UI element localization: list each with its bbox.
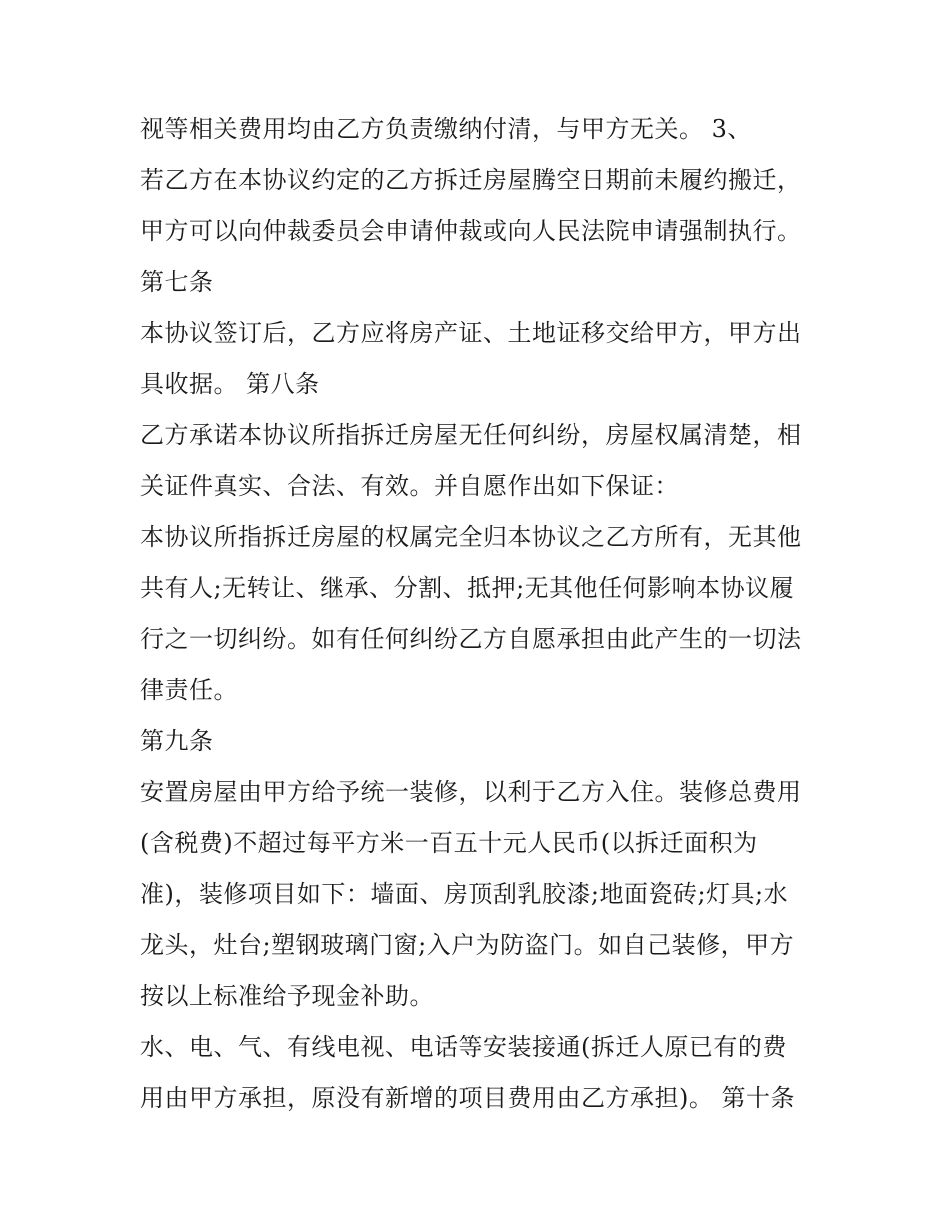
- text-line: (含税费)不超过每平方米一百五十元人民币(以拆迁面积为: [140, 829, 758, 857]
- article-heading: 第九条: [140, 727, 214, 755]
- text-line: 本协议所指拆迁房屋的权属完全归本协议之乙方所有，无其他: [140, 523, 802, 551]
- text-line: 行之一切纠纷。如有任何纠纷乙方自愿承担由此产生的一切法: [140, 625, 802, 653]
- text-line: 安置房屋由甲方给予统一装修，以利于乙方入住。装修总费用: [140, 778, 802, 806]
- article-heading: 第七条: [140, 268, 214, 296]
- text-line: 具收据。 第八条: [140, 370, 320, 398]
- text-line: 甲方可以向仲裁委员会申请仲裁或向人民法院申请强制执行。: [140, 217, 802, 245]
- text-line: 关证件真实、合法、有效。并自愿作出如下保证：: [140, 472, 679, 500]
- text-line: 乙方承诺本协议所指拆迁房屋无任何纠纷，房屋权属清楚，相: [140, 421, 802, 449]
- text-line: 视等相关费用均由乙方负责缴纳付清，与甲方无关。 3、: [140, 115, 752, 143]
- text-line: 用由甲方承担，原没有新增的项目费用由乙方承担)。 第十条: [140, 1084, 795, 1112]
- text-line: 龙头，灶台;塑钢玻璃门窗;入户为防盗门。如自己装修，甲方: [140, 931, 795, 959]
- text-line: 律责任。: [140, 676, 238, 704]
- text-line: 共有人;无转让、继承、分割、抵押;无其他任何影响本协议履: [140, 574, 795, 602]
- document-body: [140, 104, 830, 1124]
- text-line: 水、电、气、有线电视、电话等安装接通(拆迁人原已有的费: [140, 1033, 787, 1061]
- text-line: 本协议签订后，乙方应将房产证、土地证移交给甲方，甲方出: [140, 319, 802, 347]
- text-line: 若乙方在本协议约定的乙方拆迁房屋腾空日期前未履约搬迁，: [140, 166, 802, 194]
- text-line: 准)，装修项目如下：墙面、房顶刮乳胶漆;地面瓷砖;灯具;水: [140, 880, 789, 908]
- text-line: 按以上标准给予现金补助。: [140, 982, 434, 1010]
